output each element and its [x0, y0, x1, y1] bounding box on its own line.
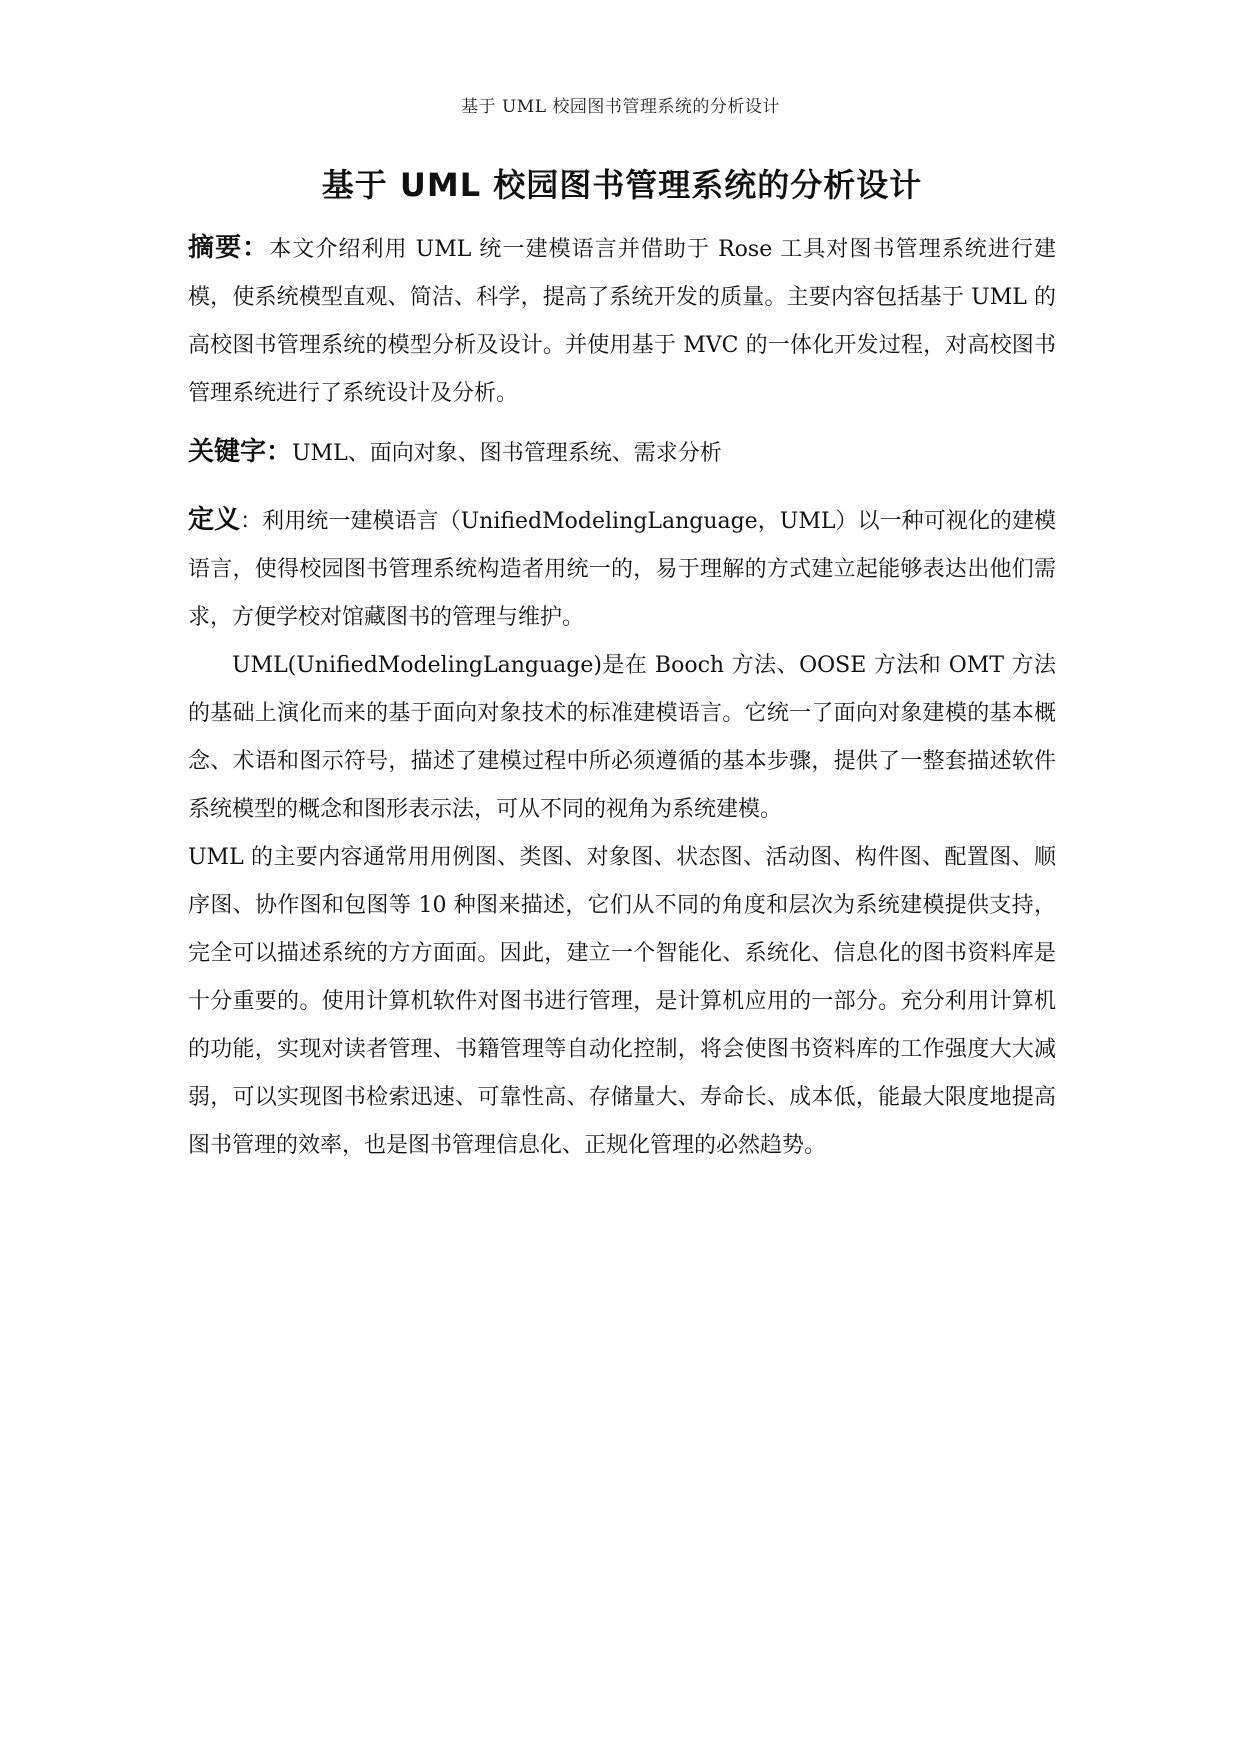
keywords-text: UML、面向对象、图书管理系统、需求分析	[292, 441, 722, 466]
abstract-paragraph	[188, 224, 1056, 418]
definition-label: 定义	[188, 505, 241, 535]
body-paragraph-1: UML(UnifiedModelingLanguage)是在 Booch 方法、OOSE 方法和 OMT 方法的基础上演化而来的基于面向对象技术的标准建模语言。它统一了面向对象建模的基本概念、术语和图示符号，描述了建模过程中所必须遵循的基本步骤，提供了一整套描述软件系统模型的概念和图形表示法，可从不同的视角为系统建模。	[188, 653, 1056, 822]
abstract-label: 摘要：	[188, 233, 270, 263]
document-title: 基于 UML 校园图书管理系统的分析设计	[321, 166, 923, 204]
body-paragraph-2: UML 的主要内容通常用用例图、类图、对象图、状态图、活动图、构件图、配置图、顺序图、协作图和包图等 10 种图来描述，它们从不同的角度和层次为系统建模提供支持，完全可以描述系统的方方面面。因此，建立一个智能化、系统化、信息化的图书资料库是十分重要的。使用计算机软件对图书进行管理，是计算机应用的一部分。充分利用计算机的功能，实现对读者管理、书籍管理等自动化控制，将会使图书资料库的工作强度大大减弱，可以实现图书检索迅速、可靠性高、存储量大、寿命长、成本低，能最大限度地提高图书管理的效率，也是图书管理信息化、正规化管理的必然趋势。	[188, 845, 1056, 1158]
document-body	[188, 160, 1056, 1170]
definition-text: ：利用统一建模语言（UnifiedModelingLanguage，UML）以一种可视化的建模语言，使得校园图书管理系统构造者用统一的，易于理解的方式建立起能够表达出他们需求，方便学校对馆藏图书的管理与维护。	[188, 509, 1056, 630]
keywords-paragraph	[188, 428, 1056, 478]
definition-paragraph	[188, 496, 1056, 642]
keywords-label: 关键字：	[188, 437, 293, 467]
abstract-text: 本文介绍利用 UML 统一建模语言并借助于 Rose 工具对图书管理系统进行建模，使系统模型直观、简洁、科学，提高了系统开发的质量。主要内容包括基于 UML 的高校图书管理系统的模型分析及设计。并使用基于 MVC 的一体化开发过程，对高校图书管理系统进行了系统设计及分析。	[188, 237, 1056, 406]
running-header: 基于 UML 校园图书管理系统的分析设计	[461, 97, 780, 117]
